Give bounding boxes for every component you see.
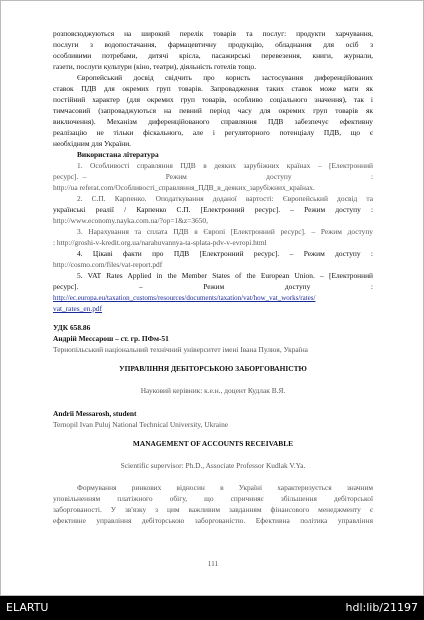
text-line: реалізацію не тільки фіскального, але і регуляторного потенціалу ПДВ, що є	[53, 128, 373, 137]
text-line: уповільненням платіжного обігу, що спричиняє збільшення дебіторської	[53, 494, 373, 503]
text-line: тимчасовий (запроваджуються на певний період часу для окремих груп товарів як	[53, 106, 373, 115]
text-line: Європейський досвід свідчить про користь застосування диференційованих	[77, 73, 373, 82]
supervisor-ua: Науковий керівник: к.е.н., доцент Кудлак В.Я.	[140, 386, 286, 395]
reference-link[interactable]: : http://groshi-v-kredit.org.ua/narahuvannya-ta-splata-pdv-v-evropi.html	[53, 238, 267, 247]
reference-line: ресурс]. – Режим доступу :	[53, 172, 373, 181]
reference-line: українські реалії / Карпенко С.П. [Електронний ресурс]. – Режим доступу :	[53, 205, 373, 214]
author-affiliation: Тернопільський національний технічний університет імені Івана Пулюя, Україна	[53, 345, 308, 354]
text-line: Формування ринкових відносин в Україні характеризується значним	[77, 483, 373, 492]
text-line: послуги з водопостачання, фармацевтичну продукцію, обладнання для осіб з	[53, 40, 373, 49]
text-line: особливими потребами, дитячі крісла, пасажирські перевезення, книги, журнали,	[53, 51, 373, 60]
text-line: ефективне управління дебіторською заборгованістю. Ефективна політика управління	[53, 516, 373, 525]
article-title-ua: УПРАВЛІННЯ ДЕБІТОРСЬКОЮ ЗАБОРГОВАНІСТЮ	[119, 364, 307, 373]
reference-link[interactable]: http://www.economy.nayka.com.ua/?op=1&z=3650,	[53, 216, 208, 225]
reference-line: 3. Нарахування та сплата ПДВ в Європі [Електронний ресурс]. – Режим доступу	[77, 227, 373, 236]
udk-code: УДК 658.86	[53, 323, 91, 332]
footer-bar	[0, 596, 424, 620]
author-name: Андрій Мессарош – ст. гр. ПФм-51	[53, 334, 169, 343]
reference-line: 5. VAT Rates Applied in the Member States of the European Union. – [Електронний	[77, 271, 373, 280]
text-line: газети, послуги культури (кіно, театри), діяльність готелів тощо.	[53, 62, 257, 71]
reference-line: ресурс]. – Режим доступу :	[53, 282, 373, 291]
text-line: розповсюджуються на широкий перелік товарів та послуг: продукти харчування,	[53, 29, 373, 38]
reference-link[interactable]: http://ec.europa.eu/taxation_customs/resources/documents/taxation/vat/how_vat_works/rates/	[53, 294, 316, 302]
reference-link[interactable]: vat_rates_en.pdf	[53, 304, 103, 313]
page-number: 111	[207, 559, 219, 568]
text-line: постійний характер (для окремих груп товарів, особливо соціального значення), так і	[53, 95, 373, 104]
reference-line: 4. Цікаві факти про ПДВ [Електронний ресурс]. – Режим доступу :	[77, 249, 373, 258]
reference-line: 1. Особливості справляння ПДВ в деяких зарубіжних країнах – [Електронний	[77, 161, 373, 170]
reference-link[interactable]: http://cosmo.com/files/vat-report.pdf	[53, 260, 163, 269]
author-affiliation-en: Ternopil Ivan Puluj National Technical University, Ukraine	[53, 420, 229, 429]
handle-identifier: hdl:lib/21197	[345, 601, 418, 614]
author-name-en: Andrii Messarosh, student	[53, 409, 137, 418]
text-line: ставок ПДВ для окремих груп товарів. Запровадження таких ставок може мати як	[53, 84, 373, 93]
supervisor-en: Scientific supervisor: Ph.D., Associate Professor Kudlak V.Ya.	[120, 461, 306, 470]
text-line: необхідним для України.	[53, 139, 132, 148]
references-heading: Використана література	[77, 150, 159, 159]
text-line: виключення). Механізм диференційованого справляння ПДВ забезпечує ефективну	[53, 117, 373, 126]
reference-line: 2. С.П. Карпенко. Оподаткування доданої вартості: Європейський досвід та	[77, 194, 373, 203]
reference-link[interactable]: http://ua referat.com/Особливості_справляння_ПДВ_в_деяких_зарубіжних_країнах.	[53, 183, 315, 192]
repository-label: ELARTU	[6, 601, 49, 614]
text-line: заборгованості. У зв'язку з цим важливим завданням фінансового менеджменту є	[53, 505, 373, 514]
article-title-en: MANAGEMENT OF ACCOUNTS RECEIVABLE	[132, 439, 294, 448]
